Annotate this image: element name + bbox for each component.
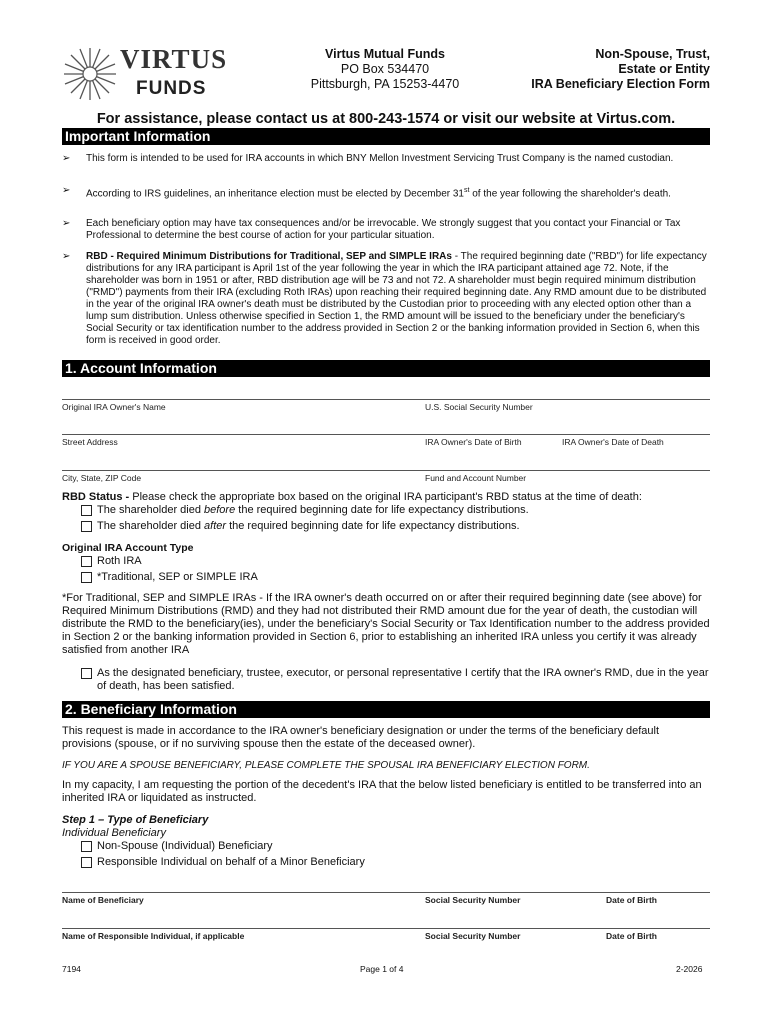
section-2-heading: 2. Beneficiary Information [62,701,710,718]
arrow-bullet-icon: ➢ [62,185,71,196]
rmd-satisfied-checkbox[interactable] [81,668,92,679]
roth-ira-checkbox[interactable] [81,556,92,567]
capacity-request: In my capacity, I am requesting the portion of the decedent's IRA that the below listed beneficiary is entitled to be transferred into an inherited IRA or liquidated as instructed. [62,779,702,804]
responsible-individual-field[interactable] [62,928,710,929]
spouse-notice: IF YOU ARE A SPOUSE BENEFICIARY, PLEASE COMPLETE THE SPOUSAL IRA BENEFICIARY ELECTION FORM. [62,760,590,771]
responsible-individual-label: Name of Responsible Individual, if applicable [62,931,245,941]
owner-name-field[interactable] [62,399,710,400]
street-address-label: Street Address [62,437,118,447]
owner-ssn-label: U.S. Social Security Number [425,402,533,412]
form-title-line-2: Estate or Entity [618,62,710,76]
city-state-zip-field[interactable] [62,470,710,471]
city-state-zip-label: City, State, ZIP Code [62,473,142,483]
arrow-bullet-icon: ➢ [62,153,71,164]
address-line-1: PO Box 534470 [340,62,430,76]
starburst-logo-icon [62,46,118,102]
revision-date: 2-2026 [676,964,703,974]
rbd-after-checkbox[interactable] [81,521,92,532]
account-type-heading: Original IRA Account Type [62,542,194,554]
nonspouse-label: Non-Spouse (Individual) Beneficiary [97,840,273,852]
beneficiary-name-label: Name of Beneficiary [62,895,144,905]
company-name: Virtus Mutual Funds [325,47,445,61]
traditional-ira-label: *Traditional, SEP or SIMPLE IRA [97,571,258,583]
arrow-bullet-icon: ➢ [62,251,71,262]
page-number: Page 1 of 4 [360,964,404,974]
arrow-bullet-icon: ➢ [62,218,71,229]
rbd-before-checkbox[interactable] [81,505,92,516]
rmd-satisfied-label: As the designated beneficiary, trustee, executor, or personal representative I certify that the IRA owner's RMD, due in the year of death, has been satisfied. [97,667,709,692]
bullet-text: According to IRS guidelines, an inheritance election must be elected by December 31st of the year following the shareholder's death. [86,187,671,200]
owner-dod-label: IRA Owner's Date of Death [562,437,664,447]
owner-dob-label: IRA Owner's Date of Birth [425,437,522,447]
logo-virtus-text: VIRTUS [120,44,228,74]
step-1-heading: Step 1 – Type of Beneficiary [62,814,209,826]
roth-ira-label: Roth IRA [97,555,142,567]
beneficiary-dob-label: Date of Birth [606,895,657,905]
responsible-dob-label: Date of Birth [606,931,657,941]
address-line-2: Pittsburgh, PA 15253-4470 [310,77,460,91]
form-title-line-1: Non-Spouse, Trust, [595,47,710,61]
fund-account-label: Fund and Account Number [425,473,527,483]
section-1-heading: 1. Account Information [62,360,710,377]
rmd-note: *For Traditional, SEP and SIMPLE IRAs - If the IRA owner's death occurred on or after their required beginning date (see above) for Required Minimum Distributions (RMD) and they had not distributed their RMD amount due for the year of death, the custodian will distribute the RMD to the beneficiary(ies), under the beneficiary's Social Security or Tax Identification number to the address provided in Section 2 or the banking information provided in Section 6, prior to establishing an inherited IRA unless you certify it was already satisfied from another IRA [62,592,710,656]
mailing-address [300,47,470,92]
beneficiary-intro: This request is made in accordance to the IRA owner's beneficiary designation or under the terms of the beneficiary default provisions (spouse, or if no surviving spouse then the estate of the deceased owner). [62,725,660,750]
bullet-text: This form is intended to be used for IRA accounts in which BNY Mellon Investment Servicing Trust Company is the named custodian. [86,153,674,164]
nonspouse-checkbox[interactable] [81,841,92,852]
responsible-ssn-label: Social Security Number [425,931,521,941]
beneficiary-ssn-label: Social Security Number [425,895,521,905]
beneficiary-name-field[interactable] [62,892,710,893]
form-title [480,47,710,92]
bullet-text: Each beneficiary option may have tax consequences and/or be irrevocable. We strongly suggest that you contact your Financial or Tax Professional to determine the best course of action for your particular situation. [86,218,681,241]
bullet-text: RBD - Required Minimum Distributions for Traditional, SEP and SIMPLE IRAs - The required beginning date ("RBD") for life expectancy distributions for any IRA participant is April 1st of the year following the year in which the IRA participant attained age 72. Note, if the shareholder was born in 1951 or after, RBD distribution age will be 73 and not 72. A shareholder must begin required minimum distribution ("RMD") payments from their IRA (excluding Roth IRAs) upon reaching their required beginning date. Any RMD amount due to be distributed in the year of the original IRA owner's death must be distributed by the Custodian prior to proceeding with any elected option other than a lump sum distribution. Unless otherwise specified in Section 1, the RMD amount will be issued to the beneficiary under the beneficiary's Social Security or tax identification number to the address provided in Section 2 or the banking information provided in Section 6, when this form is received in good order. [86,251,707,346]
virtus-logo [62,44,232,106]
owner-name-label: Original IRA Owner's Name [62,402,166,412]
street-address-field[interactable] [62,434,710,435]
traditional-ira-checkbox[interactable] [81,572,92,583]
rbd-after-label: The shareholder died after the required beginning date for life expectancy distributions. [97,520,520,532]
rbd-status-text: RBD Status - Please check the appropriate box based on the original IRA participant's RBD status at the time of death: [62,491,642,503]
assistance-line: For assistance, please contact us at 800-243-1574 or visit our website at Virtus.com. [96,111,676,127]
important-info-heading: Important Information [62,128,710,145]
form-number: 7194 [62,964,81,974]
minor-beneficiary-checkbox[interactable] [81,857,92,868]
logo-funds-text: FUNDS [136,78,207,99]
individual-beneficiary-heading: Individual Beneficiary [62,827,166,839]
rbd-before-label: The shareholder died before the required beginning date for life expectancy distributions. [97,504,529,516]
form-title-line-3: IRA Beneficiary Election Form [531,77,710,91]
minor-beneficiary-label: Responsible Individual on behalf of a Minor Beneficiary [97,856,365,868]
